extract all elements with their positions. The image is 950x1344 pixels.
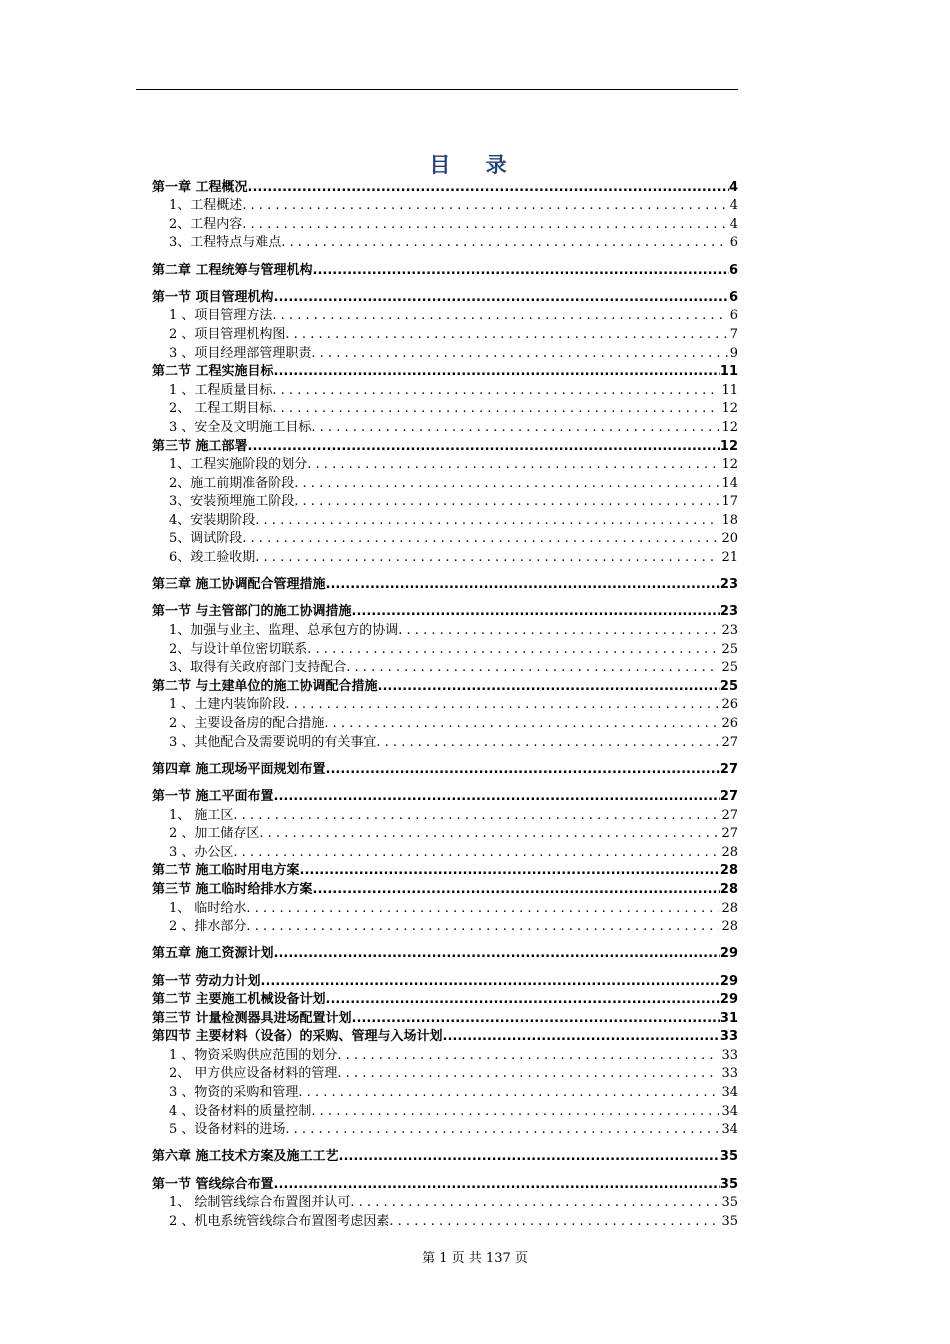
toc-leader-dots: [339, 1148, 720, 1166]
toc-leader-dots: [272, 307, 727, 325]
toc-page-number: 34: [721, 1122, 738, 1138]
toc-page-number: 34: [721, 1085, 738, 1101]
toc-page-number: 23: [719, 577, 738, 593]
toc-leader-dots: [255, 512, 719, 530]
toc-page-number: 35: [719, 1176, 738, 1192]
toc-sub-entry[interactable]: [152, 696, 738, 715]
toc-entry-text: 第二节 主要施工机械设备计划: [152, 992, 326, 1008]
toc-leader-dots: [389, 1213, 719, 1231]
toc-sub-entry[interactable]: [152, 918, 738, 937]
toc-leader-dots: [285, 326, 727, 344]
toc-page-number: 29: [719, 973, 738, 989]
toc-leader-dots: [313, 262, 729, 280]
toc-entry-text: 5、调试阶段: [169, 531, 243, 547]
toc-entry-text: 第一节 项目管理机构: [152, 289, 274, 305]
toc-leader-dots: [261, 973, 720, 991]
toc-entry-text: 1、 施工区: [169, 807, 234, 823]
toc-leader-dots: [274, 363, 720, 381]
toc-heading-entry[interactable]: [152, 1175, 738, 1194]
toc-sub-entry[interactable]: [152, 659, 738, 678]
toc-entry-text: 3 、安全及文明施工目标: [169, 419, 312, 435]
toc-entry-text: 5 、设备材料的进场: [169, 1122, 286, 1138]
toc-heading-entry[interactable]: [152, 603, 738, 622]
toc-entry-text: 1 、物资采购供应范围的划分: [169, 1047, 338, 1063]
toc-heading-entry[interactable]: [152, 991, 738, 1010]
toc-entry-text: 第二节 与土建单位的施工协调配合措施: [152, 678, 378, 694]
toc-sub-entry[interactable]: [152, 530, 738, 549]
toc-page-number: 26: [721, 697, 738, 713]
toc-sub-entry[interactable]: [152, 1083, 738, 1102]
toc-sub-entry[interactable]: [152, 1046, 738, 1065]
toc-entry-text: 3 、其他配合及需要说明的有关事宜: [169, 734, 377, 750]
toc-entry-text: 第一节 管线综合布置: [152, 1176, 274, 1192]
toc-leader-dots: [352, 1010, 720, 1028]
toc-leader-dots: [259, 825, 719, 843]
toc-page-number: 6: [729, 235, 738, 251]
toc-sub-entry[interactable]: [152, 1121, 738, 1140]
toc-entry-text: 2、与设计单位密切联系: [169, 641, 308, 657]
toc-entry-text: 3 、项目经理部管理职责: [169, 345, 312, 361]
toc-page-number: 27: [721, 807, 738, 823]
toc-entry-text: 第一节 与主管部门的施工协调措施: [152, 604, 352, 620]
toc-page-number: 12: [721, 401, 738, 417]
toc-leader-dots: [272, 400, 719, 418]
toc-entry-text: 第二章 工程统筹与管理机构: [152, 262, 313, 278]
toc-leader-dots: [326, 576, 720, 594]
toc-heading-entry[interactable]: [152, 363, 738, 382]
toc-entry-text: 3、工程特点与难点: [169, 235, 282, 251]
toc-entry-text: 第三节 计量检测器具进场配置计划: [152, 1010, 352, 1026]
toc-entry-text: 1、 临时给水: [169, 900, 247, 916]
toc-heading-entry[interactable]: [152, 1028, 738, 1047]
toc-leader-dots: [376, 734, 719, 752]
toc-page-number: 6: [728, 289, 738, 305]
toc-page-number: 33: [719, 1029, 738, 1045]
toc-page-number: 26: [721, 716, 738, 731]
toc-leader-dots: [313, 881, 720, 899]
toc-sub-entry[interactable]: [152, 474, 738, 493]
toc-heading-entry[interactable]: [152, 677, 738, 696]
toc-entry-text: 2、 工程工期目标: [169, 401, 273, 417]
toc-leader-dots: [233, 844, 719, 862]
toc-page-number: 12: [719, 438, 738, 454]
toc-leader-dots: [242, 216, 727, 234]
toc-page-number: 4: [728, 179, 738, 195]
toc-page-number: 4: [729, 198, 738, 214]
toc-page-number: 35: [721, 1195, 738, 1211]
toc-leader-dots: [274, 1176, 720, 1194]
toc-heading-entry[interactable]: [152, 1148, 738, 1167]
toc-heading-entry[interactable]: [152, 880, 738, 899]
toc-sub-entry[interactable]: [152, 1194, 738, 1213]
toc-page-number: 27: [719, 761, 738, 777]
toc-entry-text: 2、 甲方供应设备材料的管理: [169, 1066, 338, 1082]
toc-sub-entry[interactable]: [152, 714, 738, 733]
toc-entry-text: 1、加强与业主、监理、总承包方的协调: [169, 623, 399, 639]
toc-leader-dots: [255, 549, 719, 567]
toc-sub-entry[interactable]: [152, 197, 738, 216]
toc-entry-text: 第一节 施工平面布置: [152, 788, 274, 804]
toc-page-number: 29: [719, 992, 738, 1008]
toc-leader-dots: [294, 475, 719, 493]
toc-heading-entry[interactable]: [152, 787, 738, 806]
toc-page-number: 25: [721, 660, 738, 676]
toc-page-number: 31: [719, 1010, 738, 1026]
toc-page-number: 33: [721, 1047, 738, 1063]
toc-entry-text: 第四章 施工现场平面规划布置: [152, 761, 326, 777]
toc-sub-entry[interactable]: [152, 548, 738, 567]
toc-entry-text: 2、施工前期准备阶段: [169, 475, 295, 491]
toc-leader-dots: [326, 991, 720, 1009]
toc-entry-text: 2 、项目管理机构图: [169, 326, 286, 342]
toc-sub-entry[interactable]: [152, 493, 738, 512]
toc-entry-text: 第四节 主要材料（设备）的采购、管理与入场计划: [152, 1029, 443, 1045]
toc-entry-text: 第三节 施工部署: [152, 438, 248, 454]
toc-heading-entry[interactable]: [152, 178, 738, 197]
toc-page-number: 23: [721, 623, 738, 639]
toc-entry-text: 第五章 施工资源计划: [152, 946, 274, 962]
toc-heading-entry[interactable]: [152, 862, 738, 881]
toc-page-number: 28: [721, 900, 738, 916]
toc-entry-text: 第二节 工程实施目标: [152, 364, 274, 380]
toc-sub-entry[interactable]: [152, 806, 738, 825]
toc-page-number: 27: [721, 826, 738, 842]
toc-leader-dots: [307, 456, 719, 474]
toc-leader-dots: [285, 1121, 719, 1139]
toc-entry-text: 1 、工程质量目标: [169, 382, 273, 398]
toc-sub-entry[interactable]: [152, 511, 738, 530]
toc-leader-dots: [337, 1047, 719, 1065]
toc-entry-text: 1 、项目管理方法: [169, 308, 273, 324]
toc-leader-dots: [307, 641, 719, 659]
toc-page-number: 25: [721, 641, 738, 657]
toc-sub-entry[interactable]: [152, 843, 738, 862]
toc-leader-dots: [311, 1103, 719, 1121]
toc-page-number: 20: [721, 531, 738, 547]
toc-sub-entry[interactable]: [152, 344, 738, 363]
toc-leader-dots: [378, 678, 720, 696]
toc-page-number: 29: [719, 946, 738, 962]
toc-leader-dots: [298, 1084, 719, 1102]
toc-page-number: 21: [721, 550, 738, 566]
toc-leader-dots: [337, 1065, 719, 1083]
toc-entry-text: 4、安装期阶段: [169, 512, 256, 528]
toc-page-number: 28: [719, 881, 738, 897]
toc-sub-entry[interactable]: [152, 381, 738, 400]
toc-leader-dots: [398, 622, 719, 640]
toc-page-number: 9: [729, 345, 738, 361]
toc-entry-text: 2 、主要设备房的配合措施: [169, 716, 325, 731]
toc-entry-text: 第一章 工程概况: [152, 179, 248, 195]
toc-heading-entry[interactable]: [152, 288, 738, 307]
toc-entry-text: 3 、物资的采购和管理: [169, 1085, 299, 1101]
toc-entry-text: 第三节 施工临时给排水方案: [152, 881, 313, 897]
toc-heading-entry[interactable]: [152, 576, 738, 595]
toc-sub-entry[interactable]: [152, 1065, 738, 1084]
toc-page-number: 12: [721, 457, 738, 473]
toc-entry-text: 3、安装预埋施工阶段: [169, 494, 295, 510]
toc-page-number: 17: [721, 494, 738, 510]
toc-heading-entry[interactable]: [152, 972, 738, 991]
toc-sub-entry[interactable]: [152, 307, 738, 326]
toc-leader-dots: [324, 715, 719, 733]
toc-sub-entry[interactable]: [152, 1212, 738, 1231]
toc-leader-dots: [352, 603, 720, 621]
toc-entry-text: 第一节 劳动力计划: [152, 973, 261, 989]
toc-sub-entry[interactable]: [152, 456, 738, 475]
toc-page-number: 14: [721, 475, 738, 491]
toc-entry-text: 6、竣工验收期: [169, 550, 256, 566]
toc-sub-entry[interactable]: [152, 418, 738, 437]
toc-leader-dots: [246, 918, 719, 936]
toc-entry-text: 第六章 施工技术方案及施工工艺: [152, 1149, 339, 1165]
toc-heading-entry[interactable]: [152, 437, 738, 456]
toc-entry-text: 2 、排水部分: [169, 919, 247, 935]
toc-sub-entry[interactable]: [152, 325, 738, 344]
toc-page-number: 18: [721, 512, 738, 528]
toc-sub-entry[interactable]: [152, 825, 738, 844]
header-rule: [136, 89, 738, 90]
toc-leader-dots: [242, 197, 727, 215]
toc-entry-text: 2 、机电系统管线综合布置图考虑因素: [169, 1213, 390, 1229]
toc-leader-dots: [274, 289, 729, 307]
toc-heading-entry[interactable]: [152, 1009, 738, 1028]
toc-page-number: 35: [719, 1149, 738, 1165]
toc-sub-entry[interactable]: [152, 640, 738, 659]
toc-entry-text: 4 、设备材料的质量控制: [169, 1103, 312, 1119]
toc-leader-dots: [311, 419, 719, 437]
toc-heading-entry[interactable]: [152, 261, 738, 280]
toc-page-number: 28: [721, 919, 738, 935]
toc-leader-dots: [300, 862, 720, 880]
page-footer: 第 1 页 共 137 页: [422, 1251, 528, 1266]
toc-sub-entry[interactable]: [152, 400, 738, 419]
toc-page-number: 35: [721, 1213, 738, 1229]
toc-leader-dots: [272, 382, 719, 400]
toc-entry-text: 3、取得有关政府部门支持配合: [169, 660, 347, 676]
toc-page-number: 23: [719, 604, 738, 620]
toc-leader-dots: [281, 234, 727, 252]
toc-page-number: 4: [729, 216, 738, 232]
toc-leader-dots: [274, 788, 720, 806]
toc-leader-dots: [248, 179, 729, 197]
toc-page-number: 7: [729, 326, 738, 342]
toc-sub-entry[interactable]: [152, 733, 738, 752]
toc-sub-entry[interactable]: [152, 621, 738, 640]
toc-entry-text: 1、工程概述: [169, 198, 243, 214]
toc-page-number: 28: [721, 844, 738, 860]
toc-leader-dots: [443, 1028, 720, 1046]
toc-entry-text: 3 、办公区: [169, 844, 234, 860]
toc-leader-dots: [350, 1194, 719, 1212]
toc-sub-entry[interactable]: [152, 1102, 738, 1121]
toc-leader-dots: [246, 900, 719, 918]
toc-leader-dots: [233, 807, 719, 825]
toc-entry-text: 1、 绘制管线综合布置图并认可: [169, 1195, 351, 1211]
toc-entry-text: 1、工程实施阶段的划分: [169, 457, 308, 473]
toc-title: 目 录: [429, 153, 521, 177]
toc-sub-entry[interactable]: [152, 899, 738, 918]
toc-entry-text: 第三章 施工协调配合管理措施: [152, 577, 326, 593]
toc-page-number: 25: [719, 678, 738, 694]
table-of-contents: [152, 178, 738, 1231]
toc-entry-text: 第二节 施工临时用电方案: [152, 863, 300, 879]
toc-leader-dots: [326, 761, 720, 779]
toc-leader-dots: [285, 696, 719, 714]
toc-page-number: 6: [729, 308, 738, 324]
toc-leader-dots: [274, 945, 720, 963]
toc-entry-text: 2、工程内容: [169, 216, 243, 232]
toc-page-number: 6: [728, 262, 738, 278]
toc-leader-dots: [294, 493, 719, 511]
toc-heading-entry[interactable]: [152, 760, 738, 779]
toc-sub-entry[interactable]: [152, 215, 738, 234]
toc-leader-dots: [311, 345, 727, 363]
toc-page-number: 11: [721, 382, 738, 398]
toc-page-number: 28: [719, 863, 738, 879]
toc-page-number: 34: [721, 1103, 738, 1119]
toc-leader-dots: [346, 659, 719, 677]
toc-page-number: 11: [719, 364, 738, 380]
toc-entry-text: 1 、土建内装饰阶段: [169, 697, 286, 713]
toc-leader-dots: [242, 530, 719, 548]
toc-page-number: 12: [721, 419, 738, 435]
toc-page-number: 33: [721, 1066, 738, 1082]
toc-page-number: 27: [721, 734, 738, 750]
toc-heading-entry[interactable]: [152, 945, 738, 964]
toc-page-number: 27: [719, 788, 738, 804]
toc-sub-entry[interactable]: [152, 234, 738, 253]
toc-entry-text: 2 、加工储存区: [169, 826, 260, 842]
toc-leader-dots: [248, 438, 720, 456]
